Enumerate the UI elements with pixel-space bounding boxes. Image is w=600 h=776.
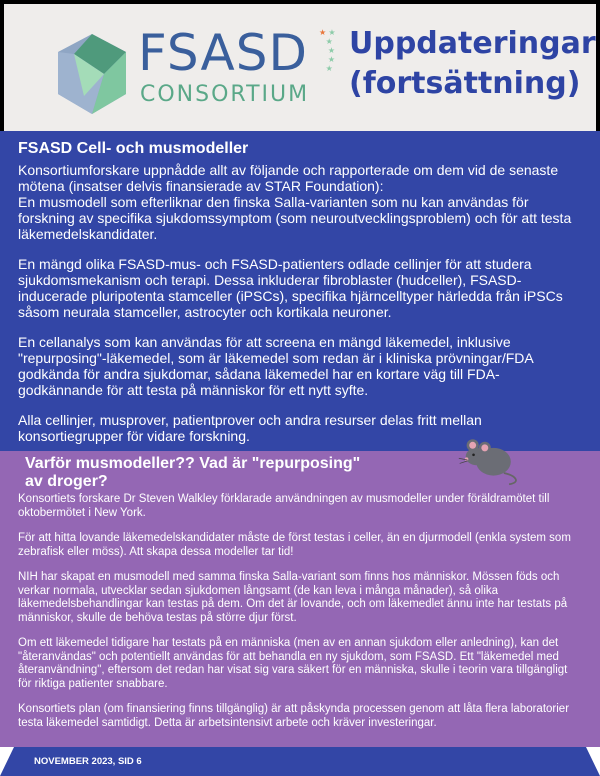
paragraph: För att hitta lovande läkemedelskandidater måste de först testas i celler, än en djurmodell (enkla system som zebrafisk eller möss). Att skapa dessa modeller tar tid!	[18, 532, 571, 558]
logo-text: FSASD	[138, 24, 308, 82]
section-heading: Varför musmodeller?? Vad är "repurposing" av droger?	[25, 455, 361, 490]
paragraph: Konsortiumforskare uppnådde allt av följande och rapporterade om dem vid de senaste mötena (insatser delvis finansierade av STAR Foundation):	[18, 162, 559, 194]
paragraph: En mängd olika FSASD-mus- och FSASD-patienters odlade cellinjer för att studera sjukdomsmekanism och terapi. Dessa inkluderar fibroblaster (hudceller), FSASD-inducerade pluripotenta stamceller (iPSCs), specifika hjärncelltyper härledda från iPSCs såsom neurala stamceller, astrocyter och kortikala neuroner.	[18, 256, 563, 320]
paragraph: Konsortiets forskare Dr Steven Walkley förklarade användningen av musmodeller under föräldramötet till oktobermötet i New York.	[18, 493, 550, 519]
header-banner	[4, 4, 596, 131]
section-heading: FSASD Cell- och musmodeller	[18, 140, 249, 157]
repurposing-section	[0, 451, 600, 747]
footer-band	[0, 747, 600, 776]
paragraph: Alla cellinjer, musprover, patientprover och andra resurser delas fritt mellan konsortiegrupper för vidare forskning.	[18, 412, 482, 444]
footer-corner-left	[0, 747, 14, 776]
cell-mouse-models-section	[0, 131, 600, 451]
paragraph: NIH har skapat en musmodell med samma finska Salla-variant som finns hos människor. Mössen föds och verkar normala, utvecklar sedan sjukdomen långsamt (de kan leva i många månader), så olika läkemedelsbehandlingar kan testas på dem. Om det är lovande, och om läkemedlet ännu inte har testats på människor, skulle de behöva testas på större djur först.	[18, 571, 568, 624]
footer-date-page: NOVEMBER 2023, SID 6	[34, 756, 142, 767]
logo-subtext: CONSORTIUM	[140, 82, 310, 107]
footer-corner-right	[586, 747, 600, 776]
page-title	[349, 24, 596, 104]
paragraph: En cellanalys som kan användas för att screena en mängd läkemedel, inklusive "repurposing"-läkemedel, som är läkemedel som redan är i kliniska prövningar/FDA godkända för andra sjukdomar, sådana läkemedel har en kortare väg till FDA-godkännande för att testa på människor för ett nytt syfte.	[18, 334, 533, 398]
title-line-2: (fortsättning)	[349, 66, 581, 101]
fsasd-consortium-logo	[54, 24, 336, 116]
paragraph: Om ett läkemedel tidigare har testats på en människa (men av en annan sjukdom eller anledning), kan det "återanvändas" och potentiellt användas för att behandla en ny sjukdom, som FSASD. Ett "läkemedel med återanvändning", eftersom det redan har visat sig vara säkert för en människa, skulle i teorin vara tillgängligt för riktiga patienter snabbare.	[18, 637, 568, 690]
mouse-icon	[455, 434, 525, 486]
paragraph: En musmodell som efterliknar den finska Salla-varianten som nu kan användas för forskning av specifika sjukdomssymptom (som neuroutvecklingsproblem) och för att testa läkemedelskandidater.	[18, 194, 572, 242]
hexagon-logo-icon	[54, 34, 130, 114]
title-line-1: Uppdateringar	[349, 26, 596, 61]
stars-icon: ★ ★ ★ ★ ★ ★	[319, 28, 336, 73]
paragraph: Konsortiets plan (om finansiering finns tillgänglig) är att påskynda processen genom att låta flera laboratorier testa läkemedel samtidigt. Detta är arbetsintensivt arbete och kräver investeringar.	[18, 703, 570, 729]
